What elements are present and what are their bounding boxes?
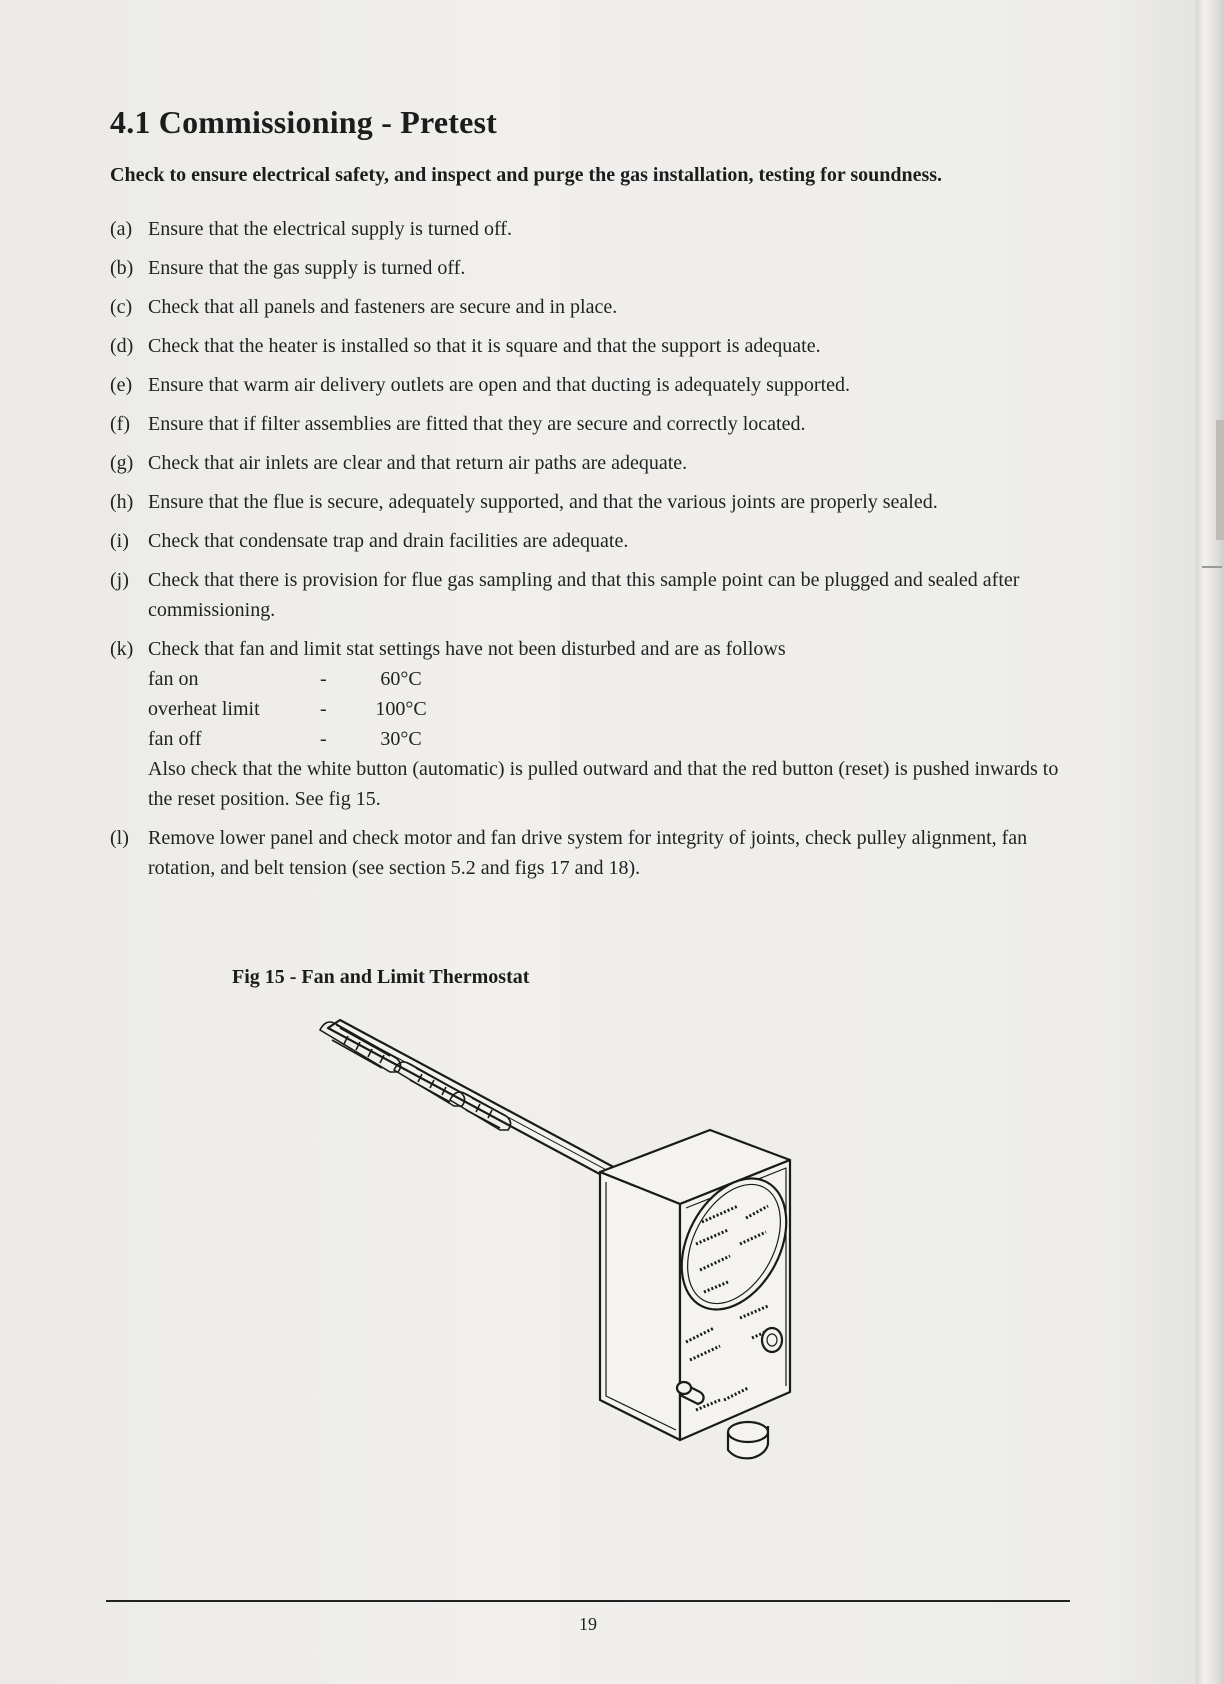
list-item	[110, 565, 1070, 625]
item-label: (c)	[110, 296, 133, 318]
intro-text: Check to ensure electrical safety, and inspect and purge the gas installation, testing for soundness.	[110, 164, 943, 186]
item-label: (d)	[110, 335, 134, 357]
edge-mark	[1202, 566, 1222, 568]
item-text: Check that air inlets are clear and that return air paths are adequate.	[148, 452, 688, 474]
list-item	[110, 214, 1070, 244]
item-text: Check that there is provision for flue gas sampling and that this sample point can be plugged and sealed after commissioning.	[148, 569, 1020, 621]
item-text: Check that the heater is installed so that it is square and that the support is adequate.	[148, 335, 821, 357]
setting-value: 100°C	[375, 698, 427, 720]
item-label: (a)	[110, 218, 133, 240]
page-number: 19	[579, 1614, 597, 1634]
item-text: Check that fan and limit stat settings have not been disturbed and are as follows	[148, 638, 786, 660]
item-text: Remove lower panel and check motor and fan drive system for integrity of joints, check pulley alignment, fan rotation, and belt tension (see section 5.2 and figs 17 and 18).	[148, 827, 1028, 879]
list-item	[110, 823, 1070, 883]
item-label: (b)	[110, 257, 134, 279]
item-label: (e)	[110, 374, 133, 396]
item-label: (l)	[110, 827, 129, 849]
list-item	[110, 409, 1070, 439]
list-item	[110, 253, 1070, 283]
item-text: Ensure that the flue is secure, adequately supported, and that the various joints are properly sealed.	[148, 491, 938, 513]
edge-tab	[1216, 420, 1224, 540]
item-label: (g)	[110, 452, 134, 474]
item-text: Check that condensate trap and drain facilities are adequate.	[148, 530, 629, 552]
item-label: (i)	[110, 530, 129, 552]
setting-dash: -	[320, 728, 327, 750]
section-heading: 4.1 Commissioning - Pretest	[110, 104, 497, 140]
setting-name: fan on	[148, 668, 199, 690]
item-label: (k)	[110, 638, 134, 660]
setting-dash: -	[320, 698, 327, 720]
item-text: Ensure that the gas supply is turned off.	[148, 257, 466, 279]
box-front	[600, 1172, 680, 1440]
thermostat-illustration	[300, 1000, 880, 1500]
list-item	[110, 370, 1070, 400]
item-note: Also check that the white button (automatic) is pulled outward and that the red button (reset) is pushed inwards to the reset position. See fig 15.	[148, 758, 1059, 810]
list-item	[110, 448, 1070, 478]
list-item	[110, 331, 1070, 361]
item-text: Ensure that if filter assemblies are fitted that they are secure and correctly located.	[148, 413, 806, 435]
figure-title: Fig 15 - Fan and Limit Thermostat	[232, 966, 530, 988]
item-text: Ensure that the electrical supply is turned off.	[148, 218, 512, 240]
item-text: Check that all panels and fasteners are secure and in place.	[148, 296, 618, 318]
item-label: (j)	[110, 569, 129, 591]
setting-dash: -	[320, 668, 327, 690]
list-item	[110, 526, 1070, 556]
setting-value: 60°C	[380, 668, 422, 690]
page-edge	[1196, 0, 1224, 1684]
settings-table	[148, 664, 1070, 754]
reset-button-icon	[762, 1328, 782, 1352]
list-item	[110, 487, 1070, 517]
setting-name: overheat limit	[148, 698, 260, 720]
list-item	[110, 292, 1070, 322]
checklist	[110, 214, 1070, 883]
list-item	[110, 634, 1070, 814]
item-label: (h)	[110, 491, 134, 513]
setting-value: 30°C	[380, 728, 422, 750]
setting-name: fan off	[148, 728, 202, 750]
item-label: (f)	[110, 413, 130, 435]
footer-rule	[106, 1600, 1070, 1602]
item-text: Ensure that warm air delivery outlets are open and that ducting is adequately supported.	[148, 374, 851, 396]
